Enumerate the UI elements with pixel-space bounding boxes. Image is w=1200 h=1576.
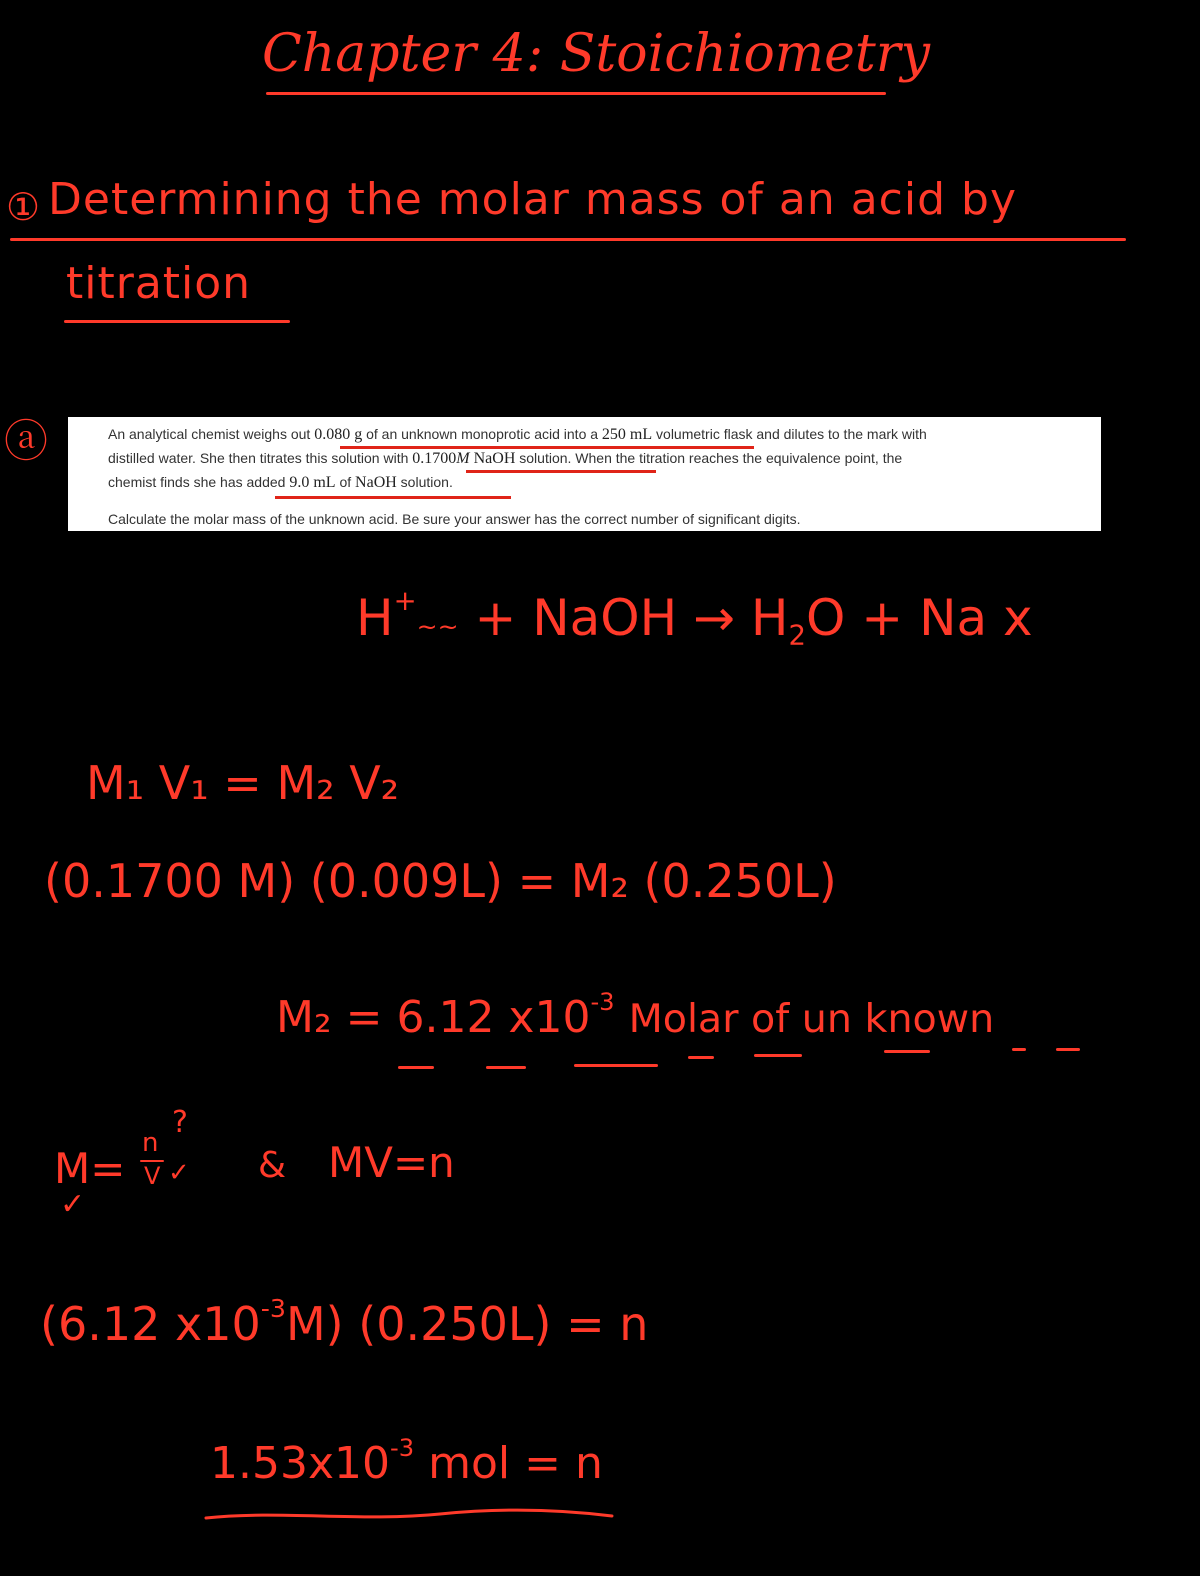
result-underline-e	[754, 1054, 802, 1057]
reaction-plus-sup: +	[393, 585, 417, 617]
chapter-title-underline	[266, 92, 886, 95]
reaction-equation	[356, 585, 1033, 652]
result-value: 6.12 x10	[396, 991, 591, 1043]
result-m2	[276, 988, 995, 1043]
result-underline-f	[884, 1050, 930, 1053]
check-mark-1: ✓	[168, 1158, 190, 1188]
problem-text: volumetric flask and dilutes to the mark with	[652, 426, 927, 442]
problem-text: of an unknown monoprotic acid into a	[362, 426, 602, 442]
answer-text-b: mol = n	[428, 1437, 603, 1489]
answer-underline	[200, 1500, 620, 1530]
molar-unit: M	[456, 450, 470, 467]
moles-calculation	[40, 1294, 649, 1351]
section-title-line1: Determining the molar mass of an acid by	[48, 174, 1017, 225]
ampersand: &	[258, 1145, 287, 1186]
reaction-rest: + NaOH → H	[474, 588, 789, 647]
acid-mass: 0.080 g	[314, 426, 363, 443]
moles-answer	[210, 1434, 603, 1489]
fraction-v: V	[144, 1162, 161, 1190]
result-underline-a	[398, 1066, 434, 1069]
titrant-volume: 9.0 mL	[289, 474, 336, 491]
problem-text: An analytical chemist weighs out	[108, 426, 315, 442]
naoh-concentration: 0.1700	[412, 450, 457, 467]
reaction-sub-2: 2	[788, 619, 807, 652]
problem-question: Calculate the molar mass of the unknown acid. Be sure your answer has the correct number of significant digits.	[108, 511, 801, 527]
result-underline-b	[486, 1066, 526, 1069]
dilution-formula: M₁ V₁ = M₂ V₂	[86, 756, 400, 810]
problem-text: chemist finds she has added	[108, 474, 290, 490]
result-label: Molar of un known	[628, 995, 995, 1042]
answer-text-a: 1.53x10	[210, 1437, 390, 1489]
chapter-title: Chapter 4: Stoichiometry	[262, 24, 930, 84]
problem-line-1	[108, 426, 927, 444]
section-title-line2: titration	[66, 258, 252, 309]
answer-exponent: -3	[390, 1434, 415, 1462]
flask-volume: 250 mL	[601, 426, 653, 443]
dilution-substitution: (0.1700 M) (0.009L) = M₂ (0.250L)	[44, 854, 837, 908]
question-mark: ?	[172, 1105, 188, 1140]
problem-line-2	[108, 450, 902, 468]
result-underline-g	[1012, 1048, 1026, 1051]
naoh-formula: NaOH	[469, 450, 516, 467]
problem-text: solution.	[396, 474, 453, 490]
calc-text-a: (6.12 x10	[40, 1296, 261, 1351]
reaction-wave: ~~	[416, 611, 459, 641]
result-underline-c	[574, 1064, 658, 1067]
annotation-underline-naoh	[466, 470, 656, 473]
result-underline-h	[1056, 1048, 1080, 1051]
naoh-formula-2: NaOH	[355, 474, 397, 491]
section-title-underline2	[64, 320, 290, 323]
reaction-h: H	[356, 588, 394, 647]
part-label: ⓐ	[4, 416, 48, 467]
calc-exponent: -3	[260, 1294, 286, 1323]
problem-text: of	[335, 474, 356, 490]
check-mark-2: ✓	[60, 1187, 86, 1222]
annotation-underline-volume	[275, 496, 511, 499]
annotation-underline-mass	[340, 446, 754, 449]
m-equals: M=	[54, 1144, 126, 1193]
section-title-underline1	[10, 238, 1126, 241]
fraction-n: n	[142, 1128, 159, 1158]
section-number: ①	[6, 185, 41, 229]
problem-panel	[68, 417, 1101, 531]
molarity-formula	[54, 1144, 126, 1193]
problem-line-3	[108, 474, 453, 492]
problem-text: distilled water. She then titrates this solution with	[108, 450, 413, 466]
result-exponent: -3	[590, 988, 615, 1016]
problem-text: solution. When the titration reaches the equivalence point, the	[515, 450, 903, 466]
mv-equals-n: MV=n	[328, 1138, 455, 1187]
calc-text-b: M) (0.250L) = n	[285, 1296, 649, 1351]
reaction-rest2: O + Na x	[806, 588, 1033, 647]
result-underline-d	[688, 1056, 714, 1059]
result-lhs: M₂ =	[276, 991, 383, 1043]
